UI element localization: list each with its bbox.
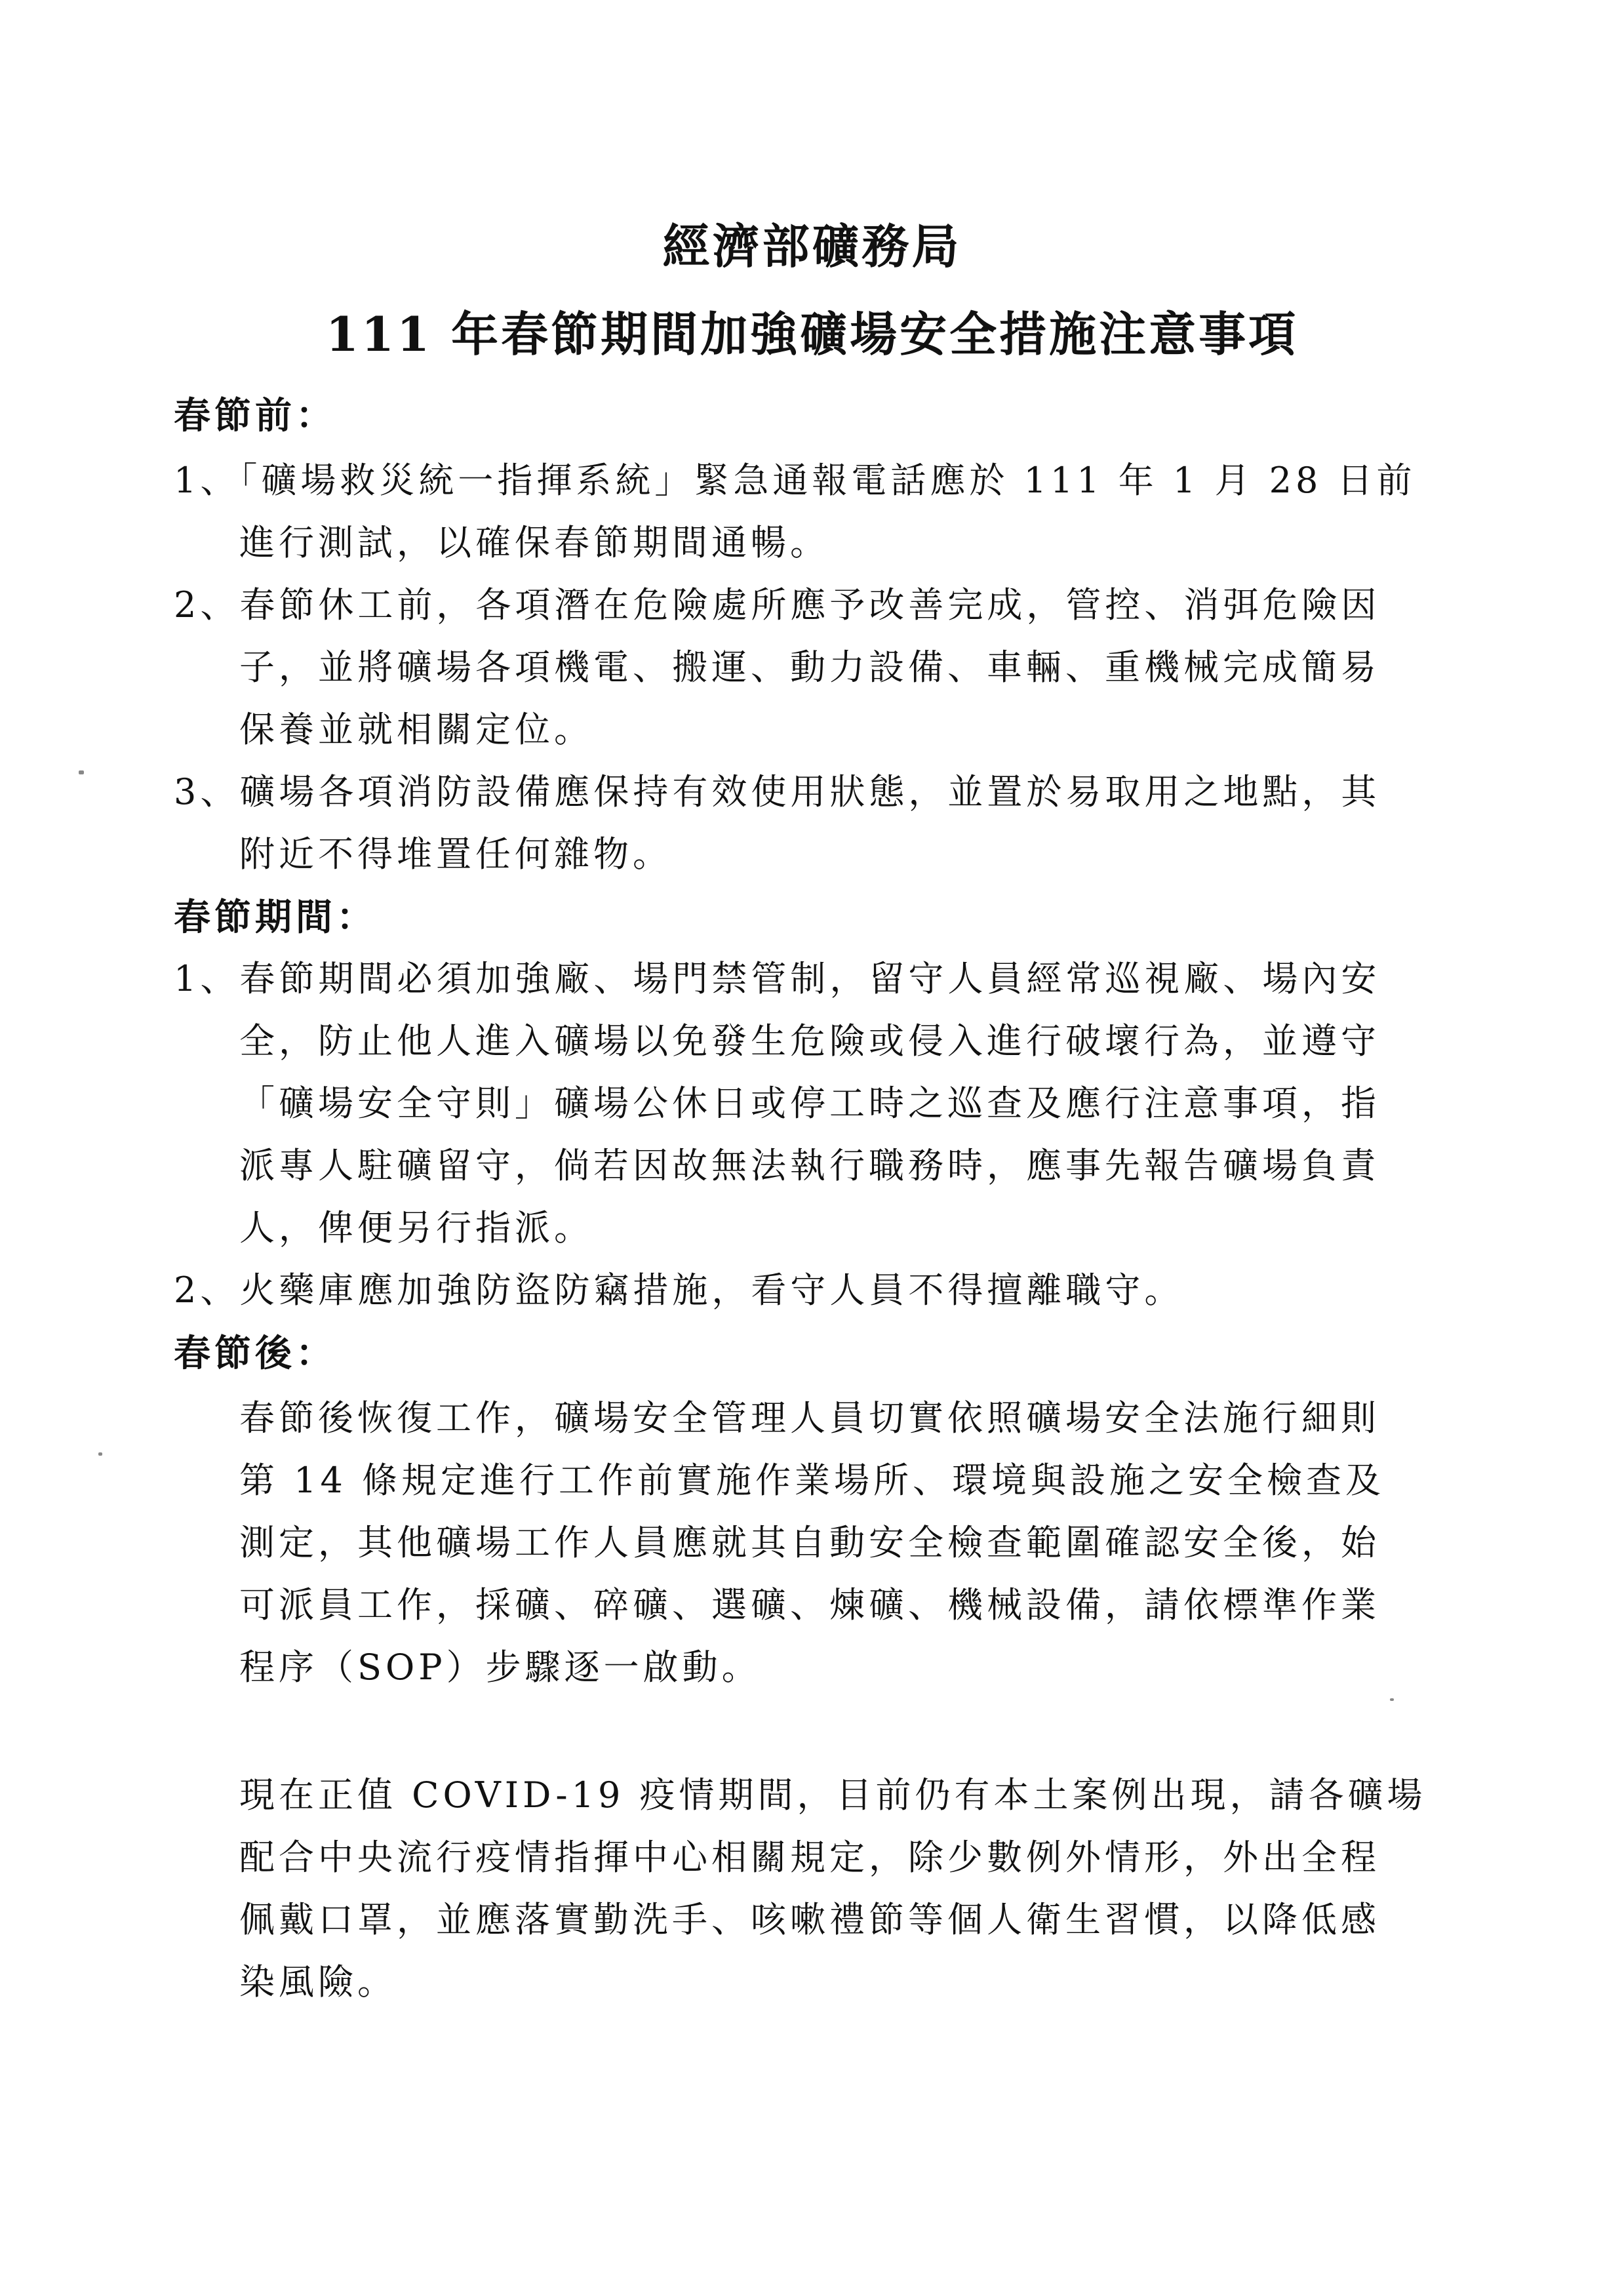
- before-item-1-line-2: 進行測試，以確保春節期間通暢。: [239, 522, 829, 563]
- agency-title: 經濟部礦務局: [662, 218, 962, 274]
- scan-speck: [1390, 1698, 1394, 1701]
- before-item-1-line-1: 1、「礦場救災統一指揮系統」緊急通報電話應於 111 年 1 月 28 日前: [174, 460, 1416, 501]
- section-heading-after: 春節後：: [174, 1332, 336, 1375]
- covid-line-1: 現在正值 COVID-19 疫情期間，目前仍有本土案例出現，請各礦場: [239, 1774, 1427, 1816]
- after-line-5: 程序（SOP）步驟逐一啟動。: [239, 1646, 761, 1688]
- during-item-1-line-5: 人，俾便另行指派。: [239, 1207, 593, 1248]
- before-item-3-line-2: 附近不得堆置任何雜物。: [239, 833, 672, 875]
- after-line-3: 測定，其他礦場工作人員應就其自動安全檢查範圍確認安全後，始: [239, 1522, 1380, 1563]
- after-line-2: 第 14 條規定進行工作前實施作業場所、環境與設施之安全檢查及: [239, 1460, 1385, 1501]
- during-item-1-line-1: 1、春節期間必須加強廠、場門禁管制，留守人員經常巡視廠、場內安: [174, 958, 1381, 999]
- before-item-2-line-2: 子，並將礦場各項機電、搬運、動力設備、車輛、重機械完成簡易: [239, 647, 1380, 688]
- after-line-4: 可派員工作，採礦、碎礦、選礦、煉礦、機械設備，請依標準作業: [239, 1584, 1380, 1626]
- document-subject: 111 年春節期間加強礦場安全措施注意事項: [325, 306, 1299, 362]
- during-item-2-line-1: 2、火藥庫應加強防盜防竊措施，看守人員不得擅離職守。: [174, 1269, 1184, 1311]
- before-item-2-line-1: 2、春節休工前，各項潛在危險處所應予改善完成，管控、消弭危險因: [174, 584, 1381, 626]
- covid-line-4: 染風險。: [239, 1961, 397, 2003]
- during-item-1-line-3: 「礦場安全守則」礦場公休日或停工時之巡查及應行注意事項，指: [239, 1083, 1380, 1124]
- during-item-1-line-2: 全，防止他人進入礦場以免發生危險或侵入進行破壞行為，並遵守: [239, 1020, 1380, 1062]
- section-heading-before: 春節前：: [174, 394, 336, 437]
- section-heading-during: 春節期間：: [174, 896, 377, 939]
- covid-line-3: 佩戴口罩，並應落實勤洗手、咳嗽禮節等個人衛生習慣，以降低感: [239, 1899, 1380, 1940]
- scan-speck: [79, 770, 84, 774]
- before-item-3-line-1: 3、礦場各項消防設備應保持有效使用狀態，並置於易取用之地點，其: [174, 771, 1381, 812]
- during-item-1-line-4: 派專人駐礦留守，倘若因故無法執行職務時，應事先報告礦場負責: [239, 1145, 1380, 1186]
- covid-line-2: 配合中央流行疫情指揮中心相關規定，除少數例外情形，外出全程: [239, 1837, 1380, 1878]
- after-line-1: 春節後恢復工作，礦場安全管理人員切實依照礦場安全法施行細則: [239, 1397, 1380, 1439]
- before-item-2-line-3: 保養並就相關定位。: [239, 709, 593, 750]
- scan-speck: [98, 1452, 102, 1456]
